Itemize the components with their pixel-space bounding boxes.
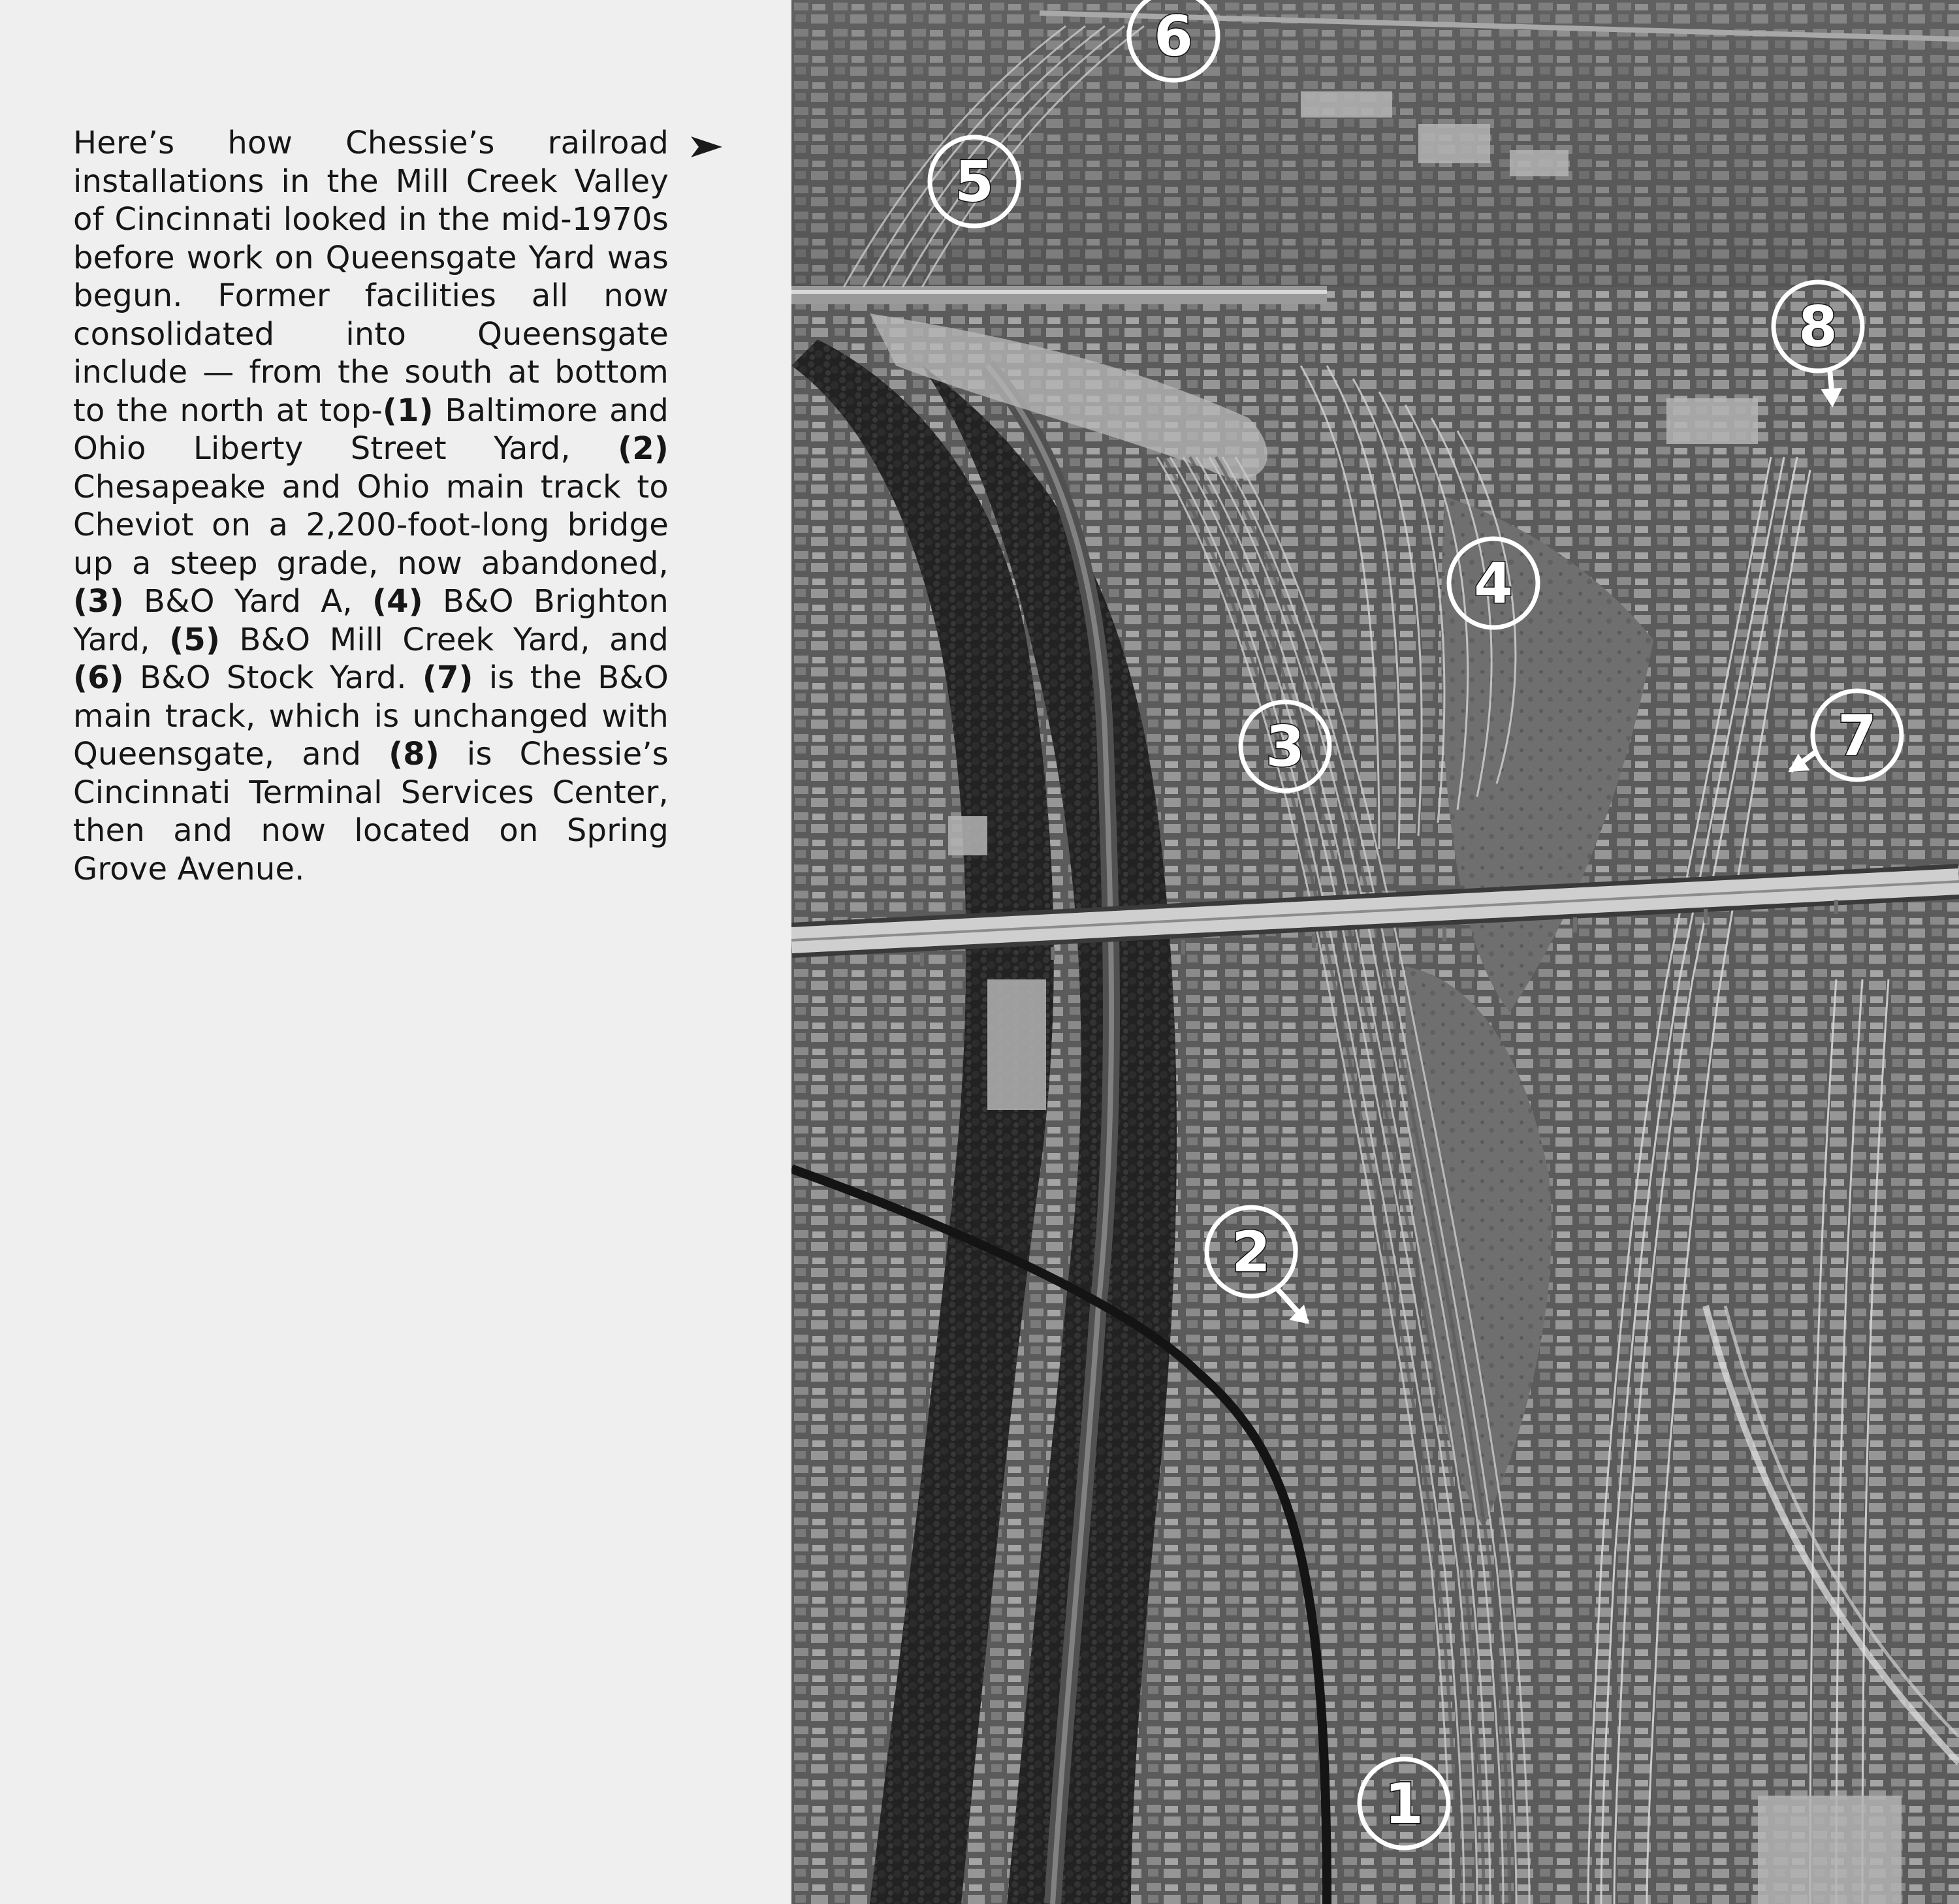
- svg-text:2: 2: [1232, 1220, 1271, 1285]
- svg-text:5: 5: [955, 150, 994, 215]
- caption-marker-ref: (8): [389, 736, 439, 772]
- svg-text:6: 6: [1154, 4, 1193, 69]
- caption-text-run: Baltimore and Ohio Liberty Street Yard,: [73, 392, 669, 467]
- caption-marker-ref: (6): [73, 659, 124, 696]
- caption-text-run: is the B&O main track, which is unchanged with Queensgate, and: [73, 659, 669, 772]
- caption-text-run: Here’s how Chessie’s railroad installations in the Mill Creek Valley of Cincinnati looked in the mid-1970s before work on Queensgate Yard was begun. Former facilities all now consolidated into Queensgate include — from the south at bottom to the north at top-: [73, 125, 669, 429]
- caption-text-run: B&O Mill Creek Yard, and: [220, 621, 669, 658]
- caption-marker-ref: (3): [73, 583, 124, 620]
- caption-text-run: is Chessie’s Cincinnati Terminal Services Center, then and now located on Spring Grove Avenue.: [73, 736, 669, 887]
- caption-marker-ref: (5): [169, 621, 221, 658]
- arrowhead-right-icon: [690, 134, 724, 160]
- aerial-photo: [791, 0, 1959, 1904]
- svg-text:1: 1: [1384, 1771, 1424, 1837]
- caption-marker-ref: (1): [382, 392, 434, 429]
- caption-text-run: Chesapeake and Ohio main track to Cheviot on a 2,200-foot-long bridge up a steep grade, now abandoned,: [73, 468, 669, 582]
- svg-text:3: 3: [1266, 714, 1305, 780]
- caption-text-run: B&O Stock Yard.: [123, 659, 422, 696]
- caption-marker-ref: (4): [372, 583, 423, 620]
- caption-text-run: B&O Yard A,: [123, 583, 372, 620]
- caption-marker-ref: (2): [618, 430, 669, 467]
- caption-text-run: B&O Brighton Yard,: [73, 583, 669, 658]
- caption-paragraph: [73, 124, 669, 888]
- svg-text:8: 8: [1798, 294, 1838, 360]
- photo-caption: [73, 124, 669, 888]
- aerial-photo-canvas: [791, 0, 1959, 1904]
- svg-text:4: 4: [1474, 551, 1513, 616]
- caption-column: [0, 0, 791, 1904]
- svg-text:7: 7: [1838, 703, 1877, 769]
- caption-marker-ref: (7): [422, 659, 473, 696]
